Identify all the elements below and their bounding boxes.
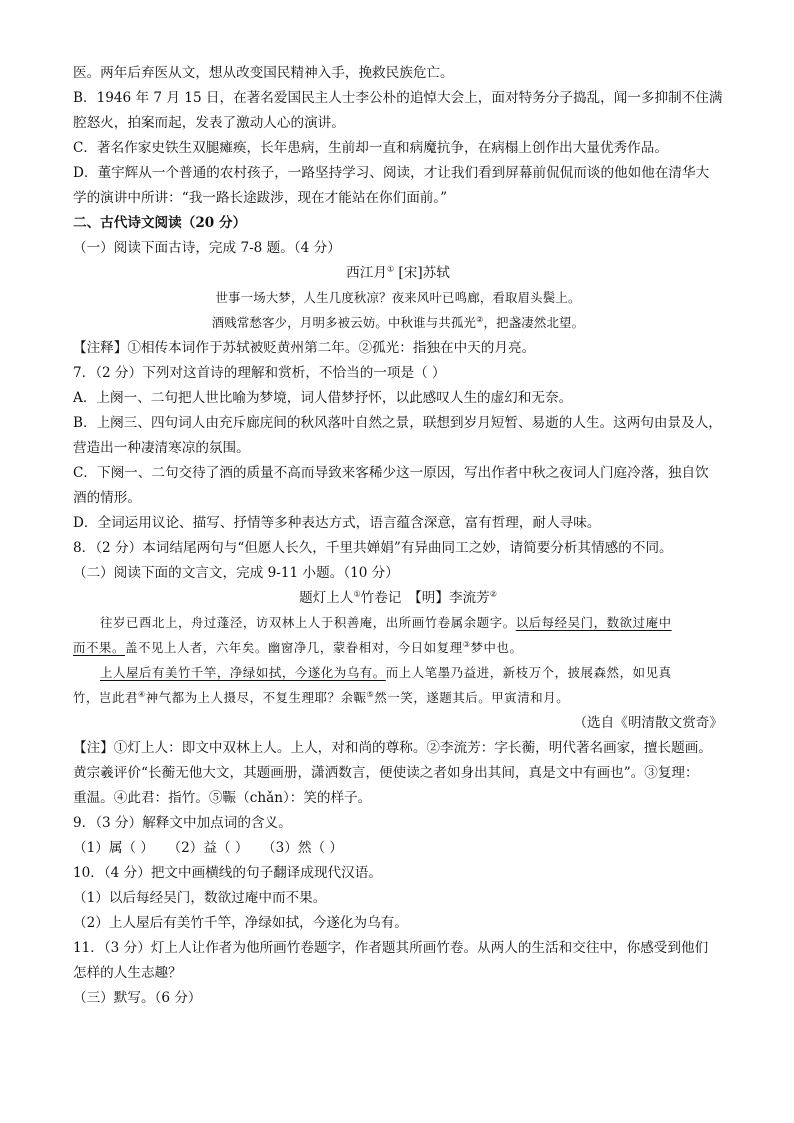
prose-notes: 重温。④此君：指竹。⑤辴（chǎn）：笑的样子。 [73,790,372,806]
subsection-heading: （三）默写。（6 分） [73,990,202,1006]
prose-line-4 [73,688,723,708]
question-10-item-1: （1）以后每经吴门，数欲过庵中而不果。 [73,890,327,906]
poem-notes: 【注释】①相传本词作于苏轼被贬黄州第二年。②孤光：指独在中天的月亮。 [73,340,536,356]
question-9-blanks: （1）属（ ） （2）益（ ） （3）然（ ） [73,840,343,856]
footnote-mark: ② [489,589,497,599]
poem-title-text: 西江月 [346,265,387,281]
option-d-line: D．全词运用议论、描写、抒情等多种表达方式，语言蕴含深意，富有哲理，耐人寻味。 [73,515,601,531]
question-11: 11．（3 分）灯上人让作者为他所画竹卷题字，作者题其所画竹卷。从两人的生活和交往中，你感受到他们 [73,940,709,956]
question-7: 7．（2 分）下列对这首诗的理解和赏析，不恰当的一项是（ ） [73,365,446,381]
prose-line-3 [100,663,723,683]
prose-line-2 [73,638,723,658]
option-c-line: C．下阕一、二句交待了酒的质量不高而导致来客稀少这一原因，写出作者中秋之夜词人门庭冷落，独自饮 [73,465,709,481]
option-b-line: B．上阕三、四句词人由充斥廊庑间的秋风落叶自然之景，联想到岁月短暂、易逝的人生。这两句由景及人， [73,415,722,431]
subsection-heading: （二）阅读下面的文言文，完成 9-11 小题。（10 分） [73,565,399,581]
option-a-line: A．上阕一、二句把人世比喻为梦境，词人借梦抒怀，以此感叹人生的虚幻和无奈。 [73,390,573,406]
question-10-item-2: （2）上人屋后有美竹千竿，净绿如拭，今遂化为乌有。 [73,915,408,931]
footnote-mark: ① [353,589,361,599]
text-line: 营造出一种凄清寒凉的氛围。 [73,440,250,456]
prose-text: 然一笑，遂题其后。甲寅清和月。 [374,690,570,705]
prose-notes: 黄宗羲评价“长蘅无他大文，其题画册，潇洒数言，便使读之者如身出其间，真是文中有画也”。③复理： [73,765,699,781]
prose-title-b: 竹卷记 【明】李流芳 [360,590,490,606]
question-8: 8．（2 分）本词结尾两句与“但愿人长久，千里共婵娟”有异曲同工之妙，请简要分析其情感的不同。 [73,540,673,556]
text-line: 医。两年后弃医从文，想从改变国民精神入手，挽救民族危亡。 [73,65,454,81]
prose-text: 辴 [353,690,367,705]
section-heading: 二、古代诗文阅读（20 分） [73,215,247,231]
option-c-line: C．著名作家史铁生双腿瘫痪，长年患病，生前却一直和病魔抗争，在病榻上创作出大量优秀作品。 [73,140,668,156]
footnote-mark: ③ [462,639,471,649]
poem-line-2-a: 酒贱常愁客少，月明多被云妨。中秋谁与共孤光 [211,315,477,330]
footnote-mark: ① [386,264,395,274]
poem-title [73,263,723,283]
prose-text: 而上人笔墨乃益进，新枝万个，披展森然，如见真 [385,665,672,680]
text-line: 学的演讲中所讲：“我一路长途跋涉，现在才能站在你们面前。” [73,190,448,206]
underlined-sentence-1-end: 而不果。 [73,640,125,655]
footnote-mark: ② [476,314,484,324]
source-note: （选自《明清散文赏奇》 [573,715,723,731]
prose-text: 竹，岂此君 [73,690,138,705]
underlined-sentence-2: 上人屋后有美竹千竿，净绿如拭，今遂化为乌有。 [100,665,386,680]
prose-text: 盖不见上人者，六年矣。幽窗净几，蒙眷相对，今日如复理 [124,640,463,655]
text-line: 腔怒火，拍案而起，发表了激动人心的演讲。 [73,115,345,131]
subsection-heading: （一）阅读下面古诗，完成 7-8 题。（4 分） [73,240,341,256]
option-d-line: D．董宇辉从一个普通的农村孩子，一路坚持学习、阅读，才让我们看到屏幕前侃侃而谈的他如他在清华大 [73,165,710,181]
prose-text: 往岁已酉北上，舟过蓬泾，访双林上人于积善庵，出所画竹卷属余题字。 [100,615,516,630]
text-line: 酒的情形。 [73,490,141,506]
footnote-mark: ⑤ [366,689,375,699]
poem-author: [宋]苏轼 [394,265,450,281]
question-9: 9．（3 分）解释文中加点词的含义。 [73,815,292,831]
prose-text: 梦中也。 [470,640,523,655]
prose-title-a: 题灯上人 [299,590,354,606]
question-10: 10．（4 分）把文中画横线的句子翻译成现代汉语。 [73,865,382,881]
prose-line-1 [100,613,723,633]
poem-line-2-b: ，把盏凄然北望。 [483,315,585,330]
option-b-line: B．1946 年 7 月 15 日，在著名爱国民主人士李公朴的追悼大会上，面对特务分子捣乱，闻一多抑制不住满 [73,90,723,106]
prose-title [73,588,723,608]
text-line: 怎样的人生志趣？ [73,965,182,981]
footnote-mark: ④ [137,689,146,699]
poem-line-2 [73,313,723,333]
poem-line-1: 世事一场大梦，人生几度秋凉？夜来风叶已鸣廊，看取眉头鬓上。 [215,290,581,305]
underlined-sentence-1: 以后每经吴门，数欲过庵中 [515,615,672,630]
prose-notes: 【注】①灯上人：即文中双林上人。上人，对和尚的尊称。②李流芳：字长蘅，明代著名画家，擅长题画。 [73,740,712,756]
prose-text: 神气都为上人摄尽，不复生理耶？余 [145,690,354,705]
